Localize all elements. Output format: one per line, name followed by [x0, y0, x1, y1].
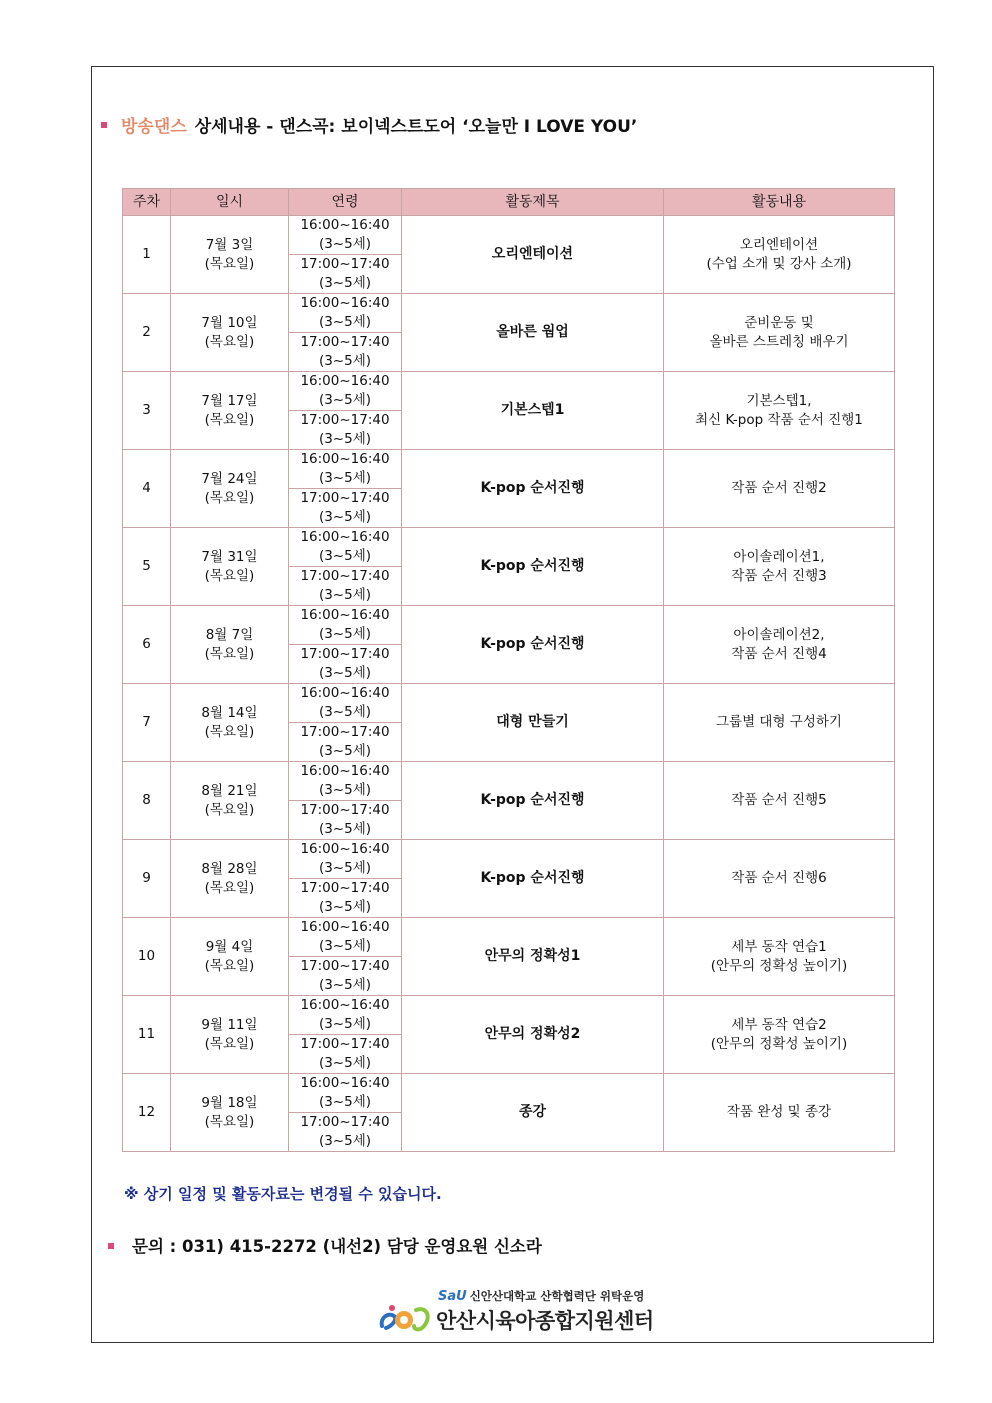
- logo-subtitle: [438, 1288, 644, 1304]
- activity-title-cell: K-pop 순서진행: [402, 528, 664, 606]
- square-bullet-icon: [108, 1243, 114, 1249]
- content-line-1: 작품 순서 진행2: [731, 480, 827, 496]
- time-slot-2: [289, 1113, 402, 1152]
- header-title: 활동제목: [402, 189, 664, 216]
- date-cell: [171, 684, 289, 762]
- day-text: (목요일): [204, 645, 255, 662]
- time-text: 17:00~17:40: [300, 724, 390, 740]
- schedule-change-note: ※ 상기 일정 및 활동자료는 변경될 수 있습니다.: [124, 1185, 442, 1203]
- activity-title-cell: K-pop 순서진행: [402, 450, 664, 528]
- day-text: (목요일): [204, 723, 255, 740]
- table-row: [123, 294, 895, 333]
- activity-title-cell: 올바른 웜업: [402, 294, 664, 372]
- activity-content-cell: [664, 372, 895, 450]
- age-text: (3~5세): [318, 470, 372, 486]
- content-line-1: 아이솔레이션1,: [733, 548, 825, 565]
- date-cell: [171, 996, 289, 1074]
- age-text: (3~5세): [318, 704, 372, 720]
- heading-main: 상세내용 - 댄스곡: 보이넥스트도어 ‘오늘만 I LOVE YOU’: [194, 117, 638, 137]
- date-cell: [171, 840, 289, 918]
- activity-title-cell: 기본스텝1: [402, 372, 664, 450]
- content-line-2: 작품 순서 진행4: [731, 645, 827, 662]
- table-row: [123, 762, 895, 801]
- sau-logo-text: SaU: [438, 1289, 467, 1304]
- center-logo: [378, 1288, 658, 1338]
- date-cell: [171, 528, 289, 606]
- time-text: 17:00~17:40: [300, 1114, 390, 1130]
- date-cell: [171, 762, 289, 840]
- time-slot-2: [289, 567, 402, 606]
- age-text: (3~5세): [318, 587, 372, 603]
- time-slot-2: [289, 957, 402, 996]
- week-cell: 2: [123, 294, 171, 372]
- time-slot-1: [289, 216, 402, 255]
- time-slot-1: [289, 528, 402, 567]
- content-line-1: 작품 순서 진행6: [731, 870, 827, 886]
- time-slot-2: [289, 333, 402, 372]
- schedule-table: [122, 188, 895, 1152]
- activity-content-cell: [664, 528, 895, 606]
- activity-content-cell: [664, 606, 895, 684]
- time-slot-1: [289, 372, 402, 411]
- date-cell: [171, 294, 289, 372]
- activity-title-cell: 안무의 정확성2: [402, 996, 664, 1074]
- table-row: [123, 450, 895, 489]
- date-cell: [171, 918, 289, 996]
- header-date: 일시: [171, 189, 289, 216]
- content-line-1: 세부 동작 연습2: [731, 1016, 827, 1033]
- date-text: 7월 3일: [205, 236, 254, 253]
- day-text: (목요일): [204, 1035, 255, 1052]
- age-text: (3~5세): [318, 1055, 372, 1071]
- time-slot-1: [289, 684, 402, 723]
- activity-title-cell: 대형 만들기: [402, 684, 664, 762]
- time-slot-1: [289, 762, 402, 801]
- activity-content-cell: [664, 684, 895, 762]
- time-text: 16:00~16:40: [300, 295, 390, 311]
- age-text: (3~5세): [318, 236, 372, 252]
- date-text: 7월 10일: [201, 314, 258, 331]
- date-text: 8월 14일: [201, 704, 258, 721]
- age-text: (3~5세): [318, 860, 372, 876]
- content-line-1: 세부 동작 연습1: [731, 938, 827, 955]
- time-text: 16:00~16:40: [300, 373, 390, 389]
- contact-text: 문의 : 031) 415-2272 (내선2) 담당 운영요원 신소라: [132, 1237, 542, 1256]
- date-text: 7월 17일: [201, 392, 258, 409]
- time-text: 16:00~16:40: [300, 763, 390, 779]
- section-heading: [101, 112, 637, 137]
- age-text: (3~5세): [318, 1094, 372, 1110]
- date-text: 8월 21일: [201, 782, 258, 799]
- table-row: [123, 840, 895, 879]
- time-slot-2: [289, 879, 402, 918]
- time-text: 16:00~16:40: [300, 685, 390, 701]
- time-slot-1: [289, 606, 402, 645]
- content-line-2: 올바른 스트레칭 배우기: [709, 333, 849, 350]
- time-slot-2: [289, 1035, 402, 1074]
- date-cell: [171, 450, 289, 528]
- day-text: (목요일): [204, 411, 255, 428]
- time-text: 17:00~17:40: [300, 490, 390, 506]
- age-text: (3~5세): [318, 392, 372, 408]
- day-text: (목요일): [204, 879, 255, 896]
- table-row: [123, 528, 895, 567]
- activity-content-cell: [664, 294, 895, 372]
- week-cell: 9: [123, 840, 171, 918]
- time-text: 17:00~17:40: [300, 958, 390, 974]
- age-text: (3~5세): [318, 1133, 372, 1149]
- time-slot-2: [289, 801, 402, 840]
- content-line-2: (안무의 정확성 높이기): [710, 1035, 848, 1052]
- content-line-2: 작품 순서 진행3: [731, 567, 827, 584]
- date-text: 9월 18일: [201, 1094, 258, 1111]
- day-text: (목요일): [204, 489, 255, 506]
- date-text: 9월 11일: [201, 1016, 258, 1033]
- time-slot-2: [289, 723, 402, 762]
- activity-title-cell: 오리엔테이션: [402, 216, 664, 294]
- time-text: 16:00~16:40: [300, 1075, 390, 1091]
- week-cell: 4: [123, 450, 171, 528]
- activity-content-cell: [664, 762, 895, 840]
- time-text: 17:00~17:40: [300, 802, 390, 818]
- time-text: 17:00~17:40: [300, 646, 390, 662]
- activity-content-cell: [664, 996, 895, 1074]
- activity-content-cell: [664, 450, 895, 528]
- activity-title-cell: K-pop 순서진행: [402, 762, 664, 840]
- age-text: (3~5세): [318, 509, 372, 525]
- age-text: (3~5세): [318, 743, 372, 759]
- time-text: 17:00~17:40: [300, 334, 390, 350]
- table-header-row: [123, 189, 895, 216]
- time-slot-2: [289, 645, 402, 684]
- day-text: (목요일): [204, 255, 255, 272]
- week-cell: 7: [123, 684, 171, 762]
- time-text: 17:00~17:40: [300, 412, 390, 428]
- date-text: 9월 4일: [205, 938, 254, 955]
- week-cell: 12: [123, 1074, 171, 1152]
- age-text: (3~5세): [318, 548, 372, 564]
- time-text: 16:00~16:40: [300, 997, 390, 1013]
- time-slot-1: [289, 294, 402, 333]
- day-text: (목요일): [204, 567, 255, 584]
- age-text: (3~5세): [318, 899, 372, 915]
- time-text: 17:00~17:40: [300, 1036, 390, 1052]
- activity-content-cell: [664, 918, 895, 996]
- content-line-1: 오리엔테이션: [739, 236, 819, 253]
- table-row: [123, 918, 895, 957]
- table-row: [123, 1074, 895, 1113]
- day-text: (목요일): [204, 333, 255, 350]
- logo-main-text: 안산시육아종합지원센터: [436, 1309, 654, 1333]
- activity-content-cell: [664, 216, 895, 294]
- date-cell: [171, 216, 289, 294]
- logo-small-text: 신안산대학교 산학협력단 위탁운영: [469, 1289, 645, 1303]
- age-text: (3~5세): [318, 977, 372, 993]
- center-logo-icon: [378, 1300, 434, 1336]
- age-text: (3~5세): [318, 626, 372, 642]
- content-line-2: 최신 K-pop 작품 순서 진행1: [695, 411, 863, 428]
- date-cell: [171, 606, 289, 684]
- table-row: [123, 372, 895, 411]
- age-text: (3~5세): [318, 275, 372, 291]
- time-slot-1: [289, 996, 402, 1035]
- activity-title-cell: 안무의 정확성1: [402, 918, 664, 996]
- table-row: [123, 216, 895, 255]
- time-slot-1: [289, 1074, 402, 1113]
- content-line-2: (수업 소개 및 강사 소개): [706, 255, 852, 272]
- date-text: 8월 7일: [205, 626, 254, 643]
- age-text: (3~5세): [318, 665, 372, 681]
- week-cell: 6: [123, 606, 171, 684]
- time-slot-2: [289, 411, 402, 450]
- age-text: (3~5세): [318, 821, 372, 837]
- week-cell: 11: [123, 996, 171, 1074]
- content-line-1: 기본스텝1,: [746, 392, 812, 409]
- heading-accent: 방송댄스: [121, 117, 187, 137]
- date-text: 7월 24일: [201, 470, 258, 487]
- week-cell: 5: [123, 528, 171, 606]
- content-line-1: 그룹별 대형 구성하기: [716, 714, 842, 730]
- time-slot-1: [289, 450, 402, 489]
- age-text: (3~5세): [318, 431, 372, 447]
- header-content: 활동내용: [664, 189, 895, 216]
- time-text: 16:00~16:40: [300, 919, 390, 935]
- age-text: (3~5세): [318, 314, 372, 330]
- table-row: [123, 684, 895, 723]
- content-line-1: 준비운동 및: [744, 314, 814, 331]
- week-cell: 8: [123, 762, 171, 840]
- time-text: 16:00~16:40: [300, 217, 390, 233]
- date-text: 8월 28일: [201, 860, 258, 877]
- time-text: 16:00~16:40: [300, 841, 390, 857]
- square-bullet-icon: [101, 122, 107, 128]
- time-text: 16:00~16:40: [300, 451, 390, 467]
- time-slot-1: [289, 840, 402, 879]
- time-text: 17:00~17:40: [300, 568, 390, 584]
- age-text: (3~5세): [318, 938, 372, 954]
- activity-content-cell: [664, 1074, 895, 1152]
- content-line-1: 작품 순서 진행5: [731, 792, 827, 808]
- time-text: 17:00~17:40: [300, 256, 390, 272]
- time-text: 16:00~16:40: [300, 607, 390, 623]
- age-text: (3~5세): [318, 1016, 372, 1032]
- time-text: 16:00~16:40: [300, 529, 390, 545]
- age-text: (3~5세): [318, 353, 372, 369]
- header-week: 주차: [123, 189, 171, 216]
- day-text: (목요일): [204, 1113, 255, 1130]
- activity-title-cell: K-pop 순서진행: [402, 606, 664, 684]
- time-slot-2: [289, 489, 402, 528]
- date-text: 7월 31일: [201, 548, 258, 565]
- table-row: [123, 996, 895, 1035]
- date-cell: [171, 1074, 289, 1152]
- date-cell: [171, 372, 289, 450]
- week-cell: 1: [123, 216, 171, 294]
- day-text: (목요일): [204, 957, 255, 974]
- header-age: 연령: [289, 189, 402, 216]
- activity-title-cell: K-pop 순서진행: [402, 840, 664, 918]
- contact-line: [108, 1233, 542, 1257]
- time-text: 17:00~17:40: [300, 880, 390, 896]
- week-cell: 3: [123, 372, 171, 450]
- table-row: [123, 606, 895, 645]
- activity-title-cell: 종강: [402, 1074, 664, 1152]
- time-slot-1: [289, 918, 402, 957]
- activity-content-cell: [664, 840, 895, 918]
- content-line-1: 작품 완성 및 종강: [726, 1104, 832, 1120]
- content-line-1: 아이솔레이션2,: [733, 626, 825, 643]
- day-text: (목요일): [204, 801, 255, 818]
- age-text: (3~5세): [318, 782, 372, 798]
- week-cell: 10: [123, 918, 171, 996]
- time-slot-2: [289, 255, 402, 294]
- content-line-2: (안무의 정확성 높이기): [710, 957, 848, 974]
